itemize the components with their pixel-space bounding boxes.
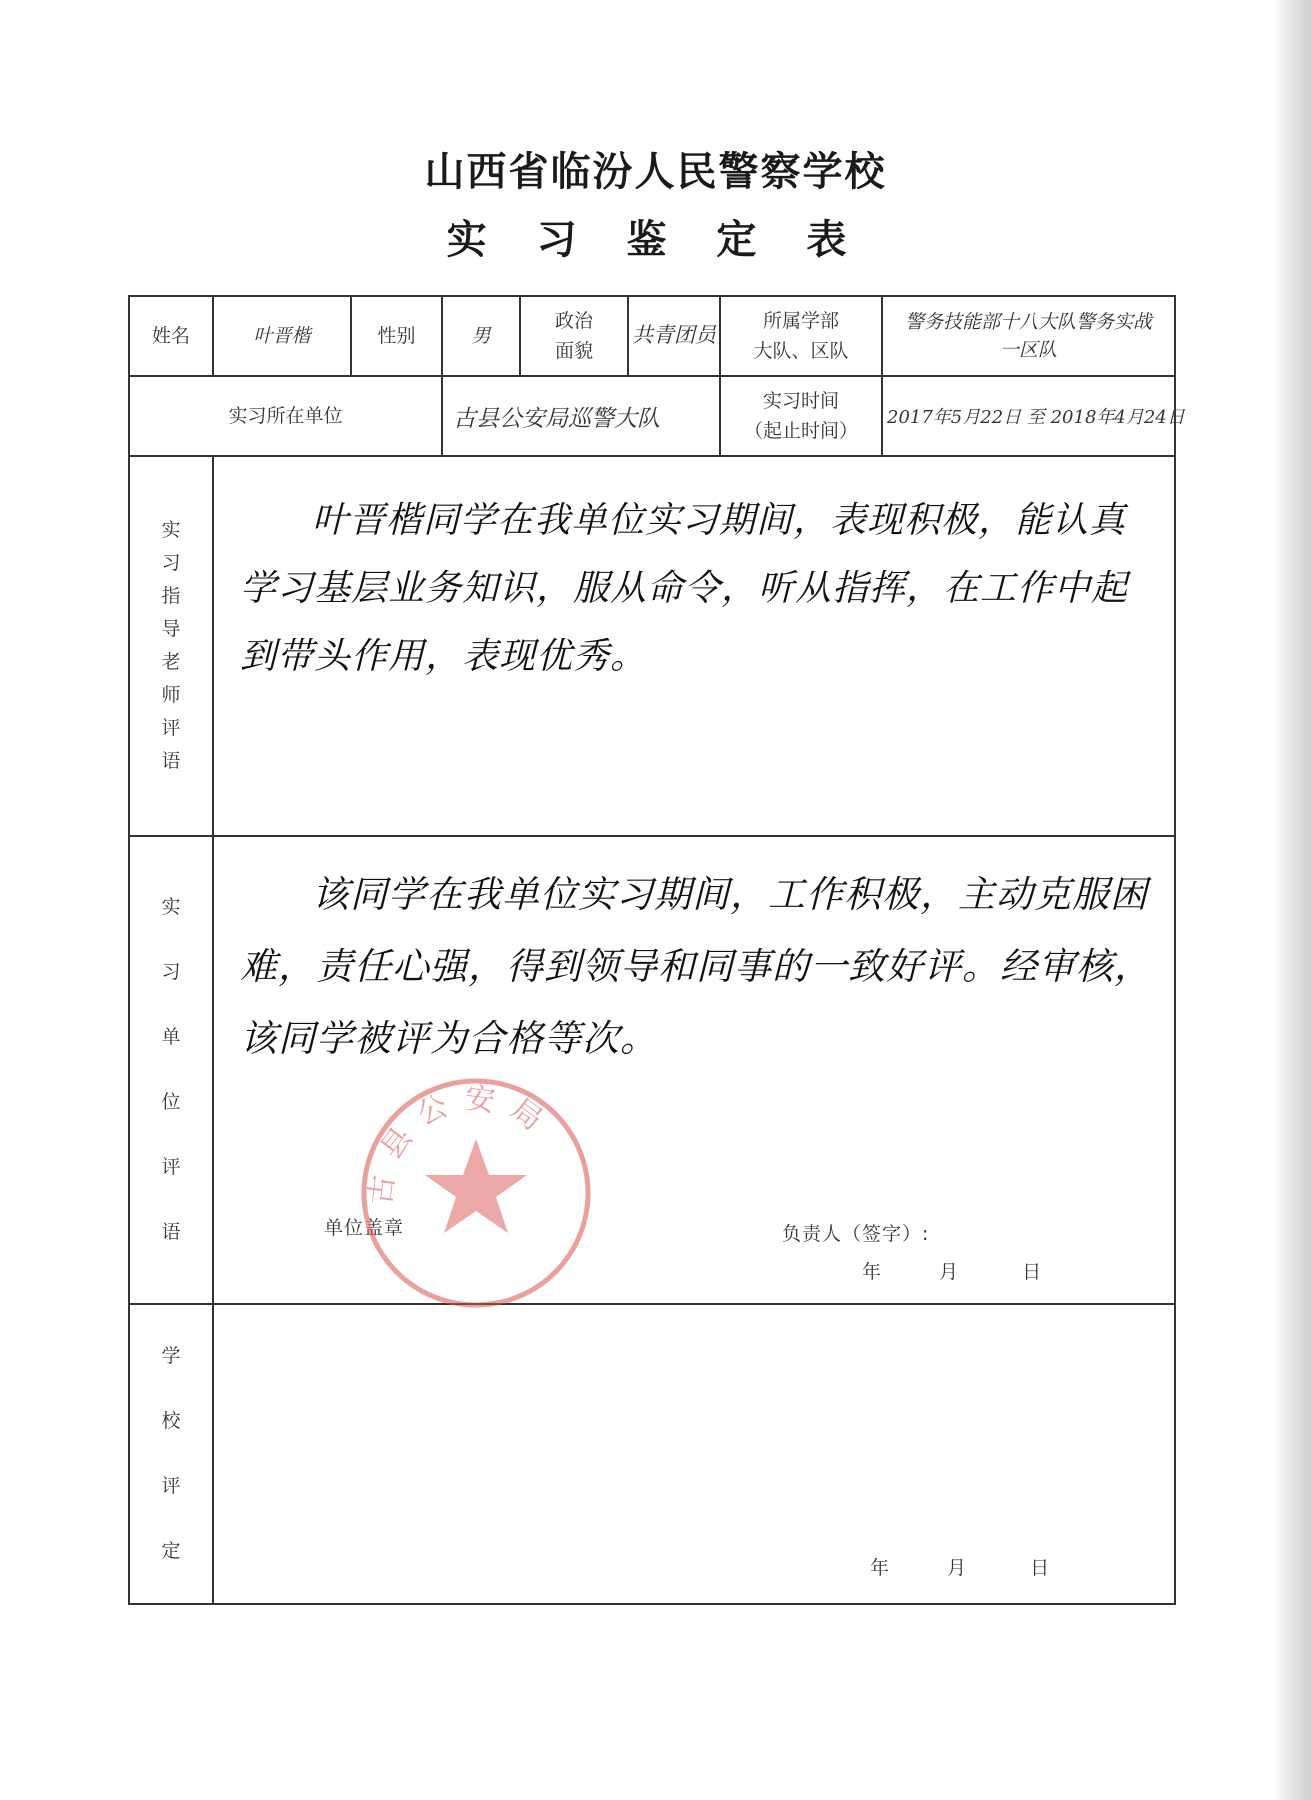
label-char: 实 [161,896,181,918]
mentor-comment-label [129,456,213,836]
basic-info-row [129,296,1175,376]
label-char: 评 [161,717,181,739]
unit-review-text: 该同学在我单位实习期间，工作积极，主动克服困难，责任心强，得到领导和同事的一致好评。经审核，该同学被评为合格等次。 [240,873,1152,1060]
form-title: 实 习 鉴 定 表 [446,217,865,263]
name-label: 姓名 [129,296,213,376]
appraisal-form [128,295,1185,1605]
label-char: 学 [161,1345,181,1367]
name-value: 叶晋楷 [213,296,351,376]
gender-value: 男 [442,296,520,376]
mentor-comment-row [129,456,1175,836]
school-review-cell [213,1304,1175,1604]
dept-value-line2: 一区队 [999,339,1057,361]
unit-review-row [129,836,1175,1304]
dept-label [720,296,882,376]
political-value: 共青团员 [628,296,720,376]
label-char: 评 [161,1156,181,1178]
unit-value: 古县公安局巡警大队 [442,376,720,456]
school-title: 山西省临汾人民警察学校 [424,149,887,195]
date-year: 年 [862,1261,883,1283]
label-char: 老 [161,651,181,673]
political-label-line1: 政治 [554,309,593,332]
date-year: 年 [870,1557,891,1579]
seal-text: 古县公安局 [363,1081,561,1207]
date-month: 月 [939,1261,960,1283]
seal-star-icon [425,1139,527,1233]
seal-label: 单位盖章 [324,1217,405,1239]
responsible-label: 负责人（签字）: [782,1223,930,1245]
unit-label: 实习所在单位 [129,376,442,456]
school-review-label [129,1304,213,1604]
label-char: 语 [161,750,181,772]
dept-label-line2: 大队、区队 [753,340,849,362]
dept-value-line1: 警务技能部十八大队警务实战 [904,310,1152,333]
label-char: 语 [161,1221,181,1243]
dept-value [882,296,1175,376]
mentor-comment-cell [213,456,1175,836]
label-char: 习 [161,961,181,983]
label-char: 位 [161,1091,181,1113]
date-day: 日 [1030,1557,1051,1579]
label-char: 习 [161,552,181,574]
label-char: 导 [161,618,181,640]
gender-label: 性别 [351,296,442,376]
official-seal [358,1075,594,1311]
date-day: 日 [1022,1261,1043,1283]
dept-label-line1: 所属学部 [762,309,839,332]
school-review-date [870,1553,1050,1580]
internship-info-row [129,376,1175,456]
date-month: 月 [947,1557,968,1579]
label-char: 校 [161,1410,181,1432]
label-char: 师 [161,684,181,706]
scan-edge [1273,0,1311,1800]
label-char: 定 [161,1540,181,1562]
school-review-row [129,1304,1175,1604]
political-label-line2: 面貌 [554,340,593,362]
label-char: 实 [161,519,181,541]
label-char: 单 [161,1026,181,1048]
label-char: 指 [161,585,181,607]
political-label [520,296,628,376]
time-label-line2: （起止时间） [743,420,858,442]
time-label [720,376,882,456]
unit-review-date [862,1257,1042,1284]
mentor-comment-text: 叶晋楷同学在我单位实习期间，表现积极，能认真学习基层业务知识，服从命令，听从指挥，在工作中起到带头作用，表现优秀。 [240,500,1129,677]
label-char: 评 [161,1475,181,1497]
time-label-line1: 实习时间 [762,389,839,412]
unit-review-label [129,836,213,1304]
time-value: 2017年5月22日 至 2018年4月24日 [882,376,1175,456]
